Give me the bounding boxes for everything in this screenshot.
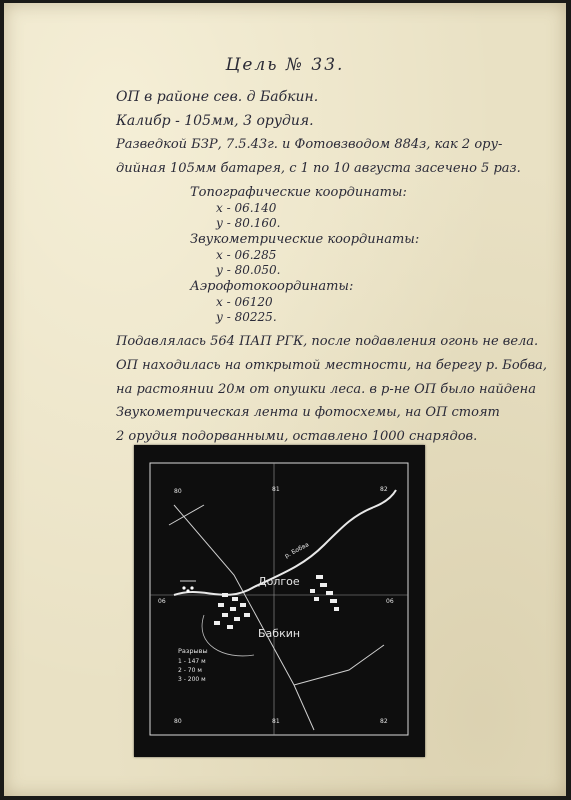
text-line-3: Разведкой БЗР, 7.5.43г. и Фотовзводом 884з, как 2 ору-	[116, 137, 503, 152]
topo-y: у - 80.160.	[216, 216, 281, 230]
grid-label: 06	[386, 598, 394, 605]
legend-item-2: 2 - 70 м	[178, 667, 202, 674]
map-label-dolgoe: Долгое	[258, 575, 300, 588]
grid-label: 80	[174, 718, 182, 725]
sound-y: у - 80.050.	[216, 263, 281, 277]
road-line	[169, 505, 204, 525]
text-line-16: на растоянии 20м от опушки леса. в р-не ОП было найдена	[116, 382, 536, 397]
legend-title: Разрывы	[178, 647, 208, 655]
forest-edge	[202, 615, 254, 656]
gun-position-marks	[180, 581, 196, 593]
target-title: Цель № 33.	[225, 55, 345, 75]
legend-item-1: 1 - 147 м	[178, 658, 206, 665]
map-frame	[150, 463, 408, 735]
grid-label: 06	[158, 598, 166, 605]
topo-x: х - 06.140	[216, 201, 277, 215]
village-babkin-buildings	[310, 575, 339, 611]
sound-x: х - 06.285	[216, 248, 277, 262]
aerial-coords-heading: Аэрофотокоординаты:	[190, 279, 354, 294]
grid-label: 81	[272, 486, 280, 493]
village-dolgoe-buildings	[214, 593, 250, 629]
map-label-river: р. Бобва	[283, 541, 311, 560]
sound-coords-heading: Звукометрические координаты:	[190, 232, 420, 247]
map-photo	[134, 445, 425, 757]
text-line-14: Подавлялась 564 ПАП РГК, после подавления огонь не вела.	[116, 334, 539, 349]
topo-coords-heading: Топографические координаты:	[190, 185, 407, 200]
text-line-1: ОП в районе сев. д Бабкин.	[116, 89, 319, 105]
aerial-y: у - 80225.	[216, 310, 277, 324]
grid-label: 80	[174, 488, 182, 495]
grid-label: 82	[380, 486, 388, 493]
text-line-18: 2 орудия подорванными, оставлено 1000 снарядов.	[116, 429, 478, 444]
map-drawing	[134, 445, 425, 757]
aerial-x: х - 06120	[216, 295, 273, 309]
map-label-babkin: Бабкин	[258, 627, 301, 640]
grid-label: 81	[272, 718, 280, 725]
legend-item-3: 3 - 200 м	[178, 676, 206, 683]
road-line	[174, 505, 314, 730]
road-line	[294, 645, 384, 685]
text-line-2: Калибр - 105мм, 3 орудия.	[116, 113, 314, 129]
document-page	[4, 3, 566, 796]
text-line-4: дийная 105мм батарея, с 1 по 10 августа засечено 5 раз.	[116, 161, 521, 176]
grid-label: 82	[380, 718, 388, 725]
text-line-17: Звукометрическая лента и фотосхемы, на ОП стоят	[116, 405, 500, 420]
text-line-15: ОП находилась на открытой местности, на берегу р. Бобва,	[116, 358, 548, 373]
